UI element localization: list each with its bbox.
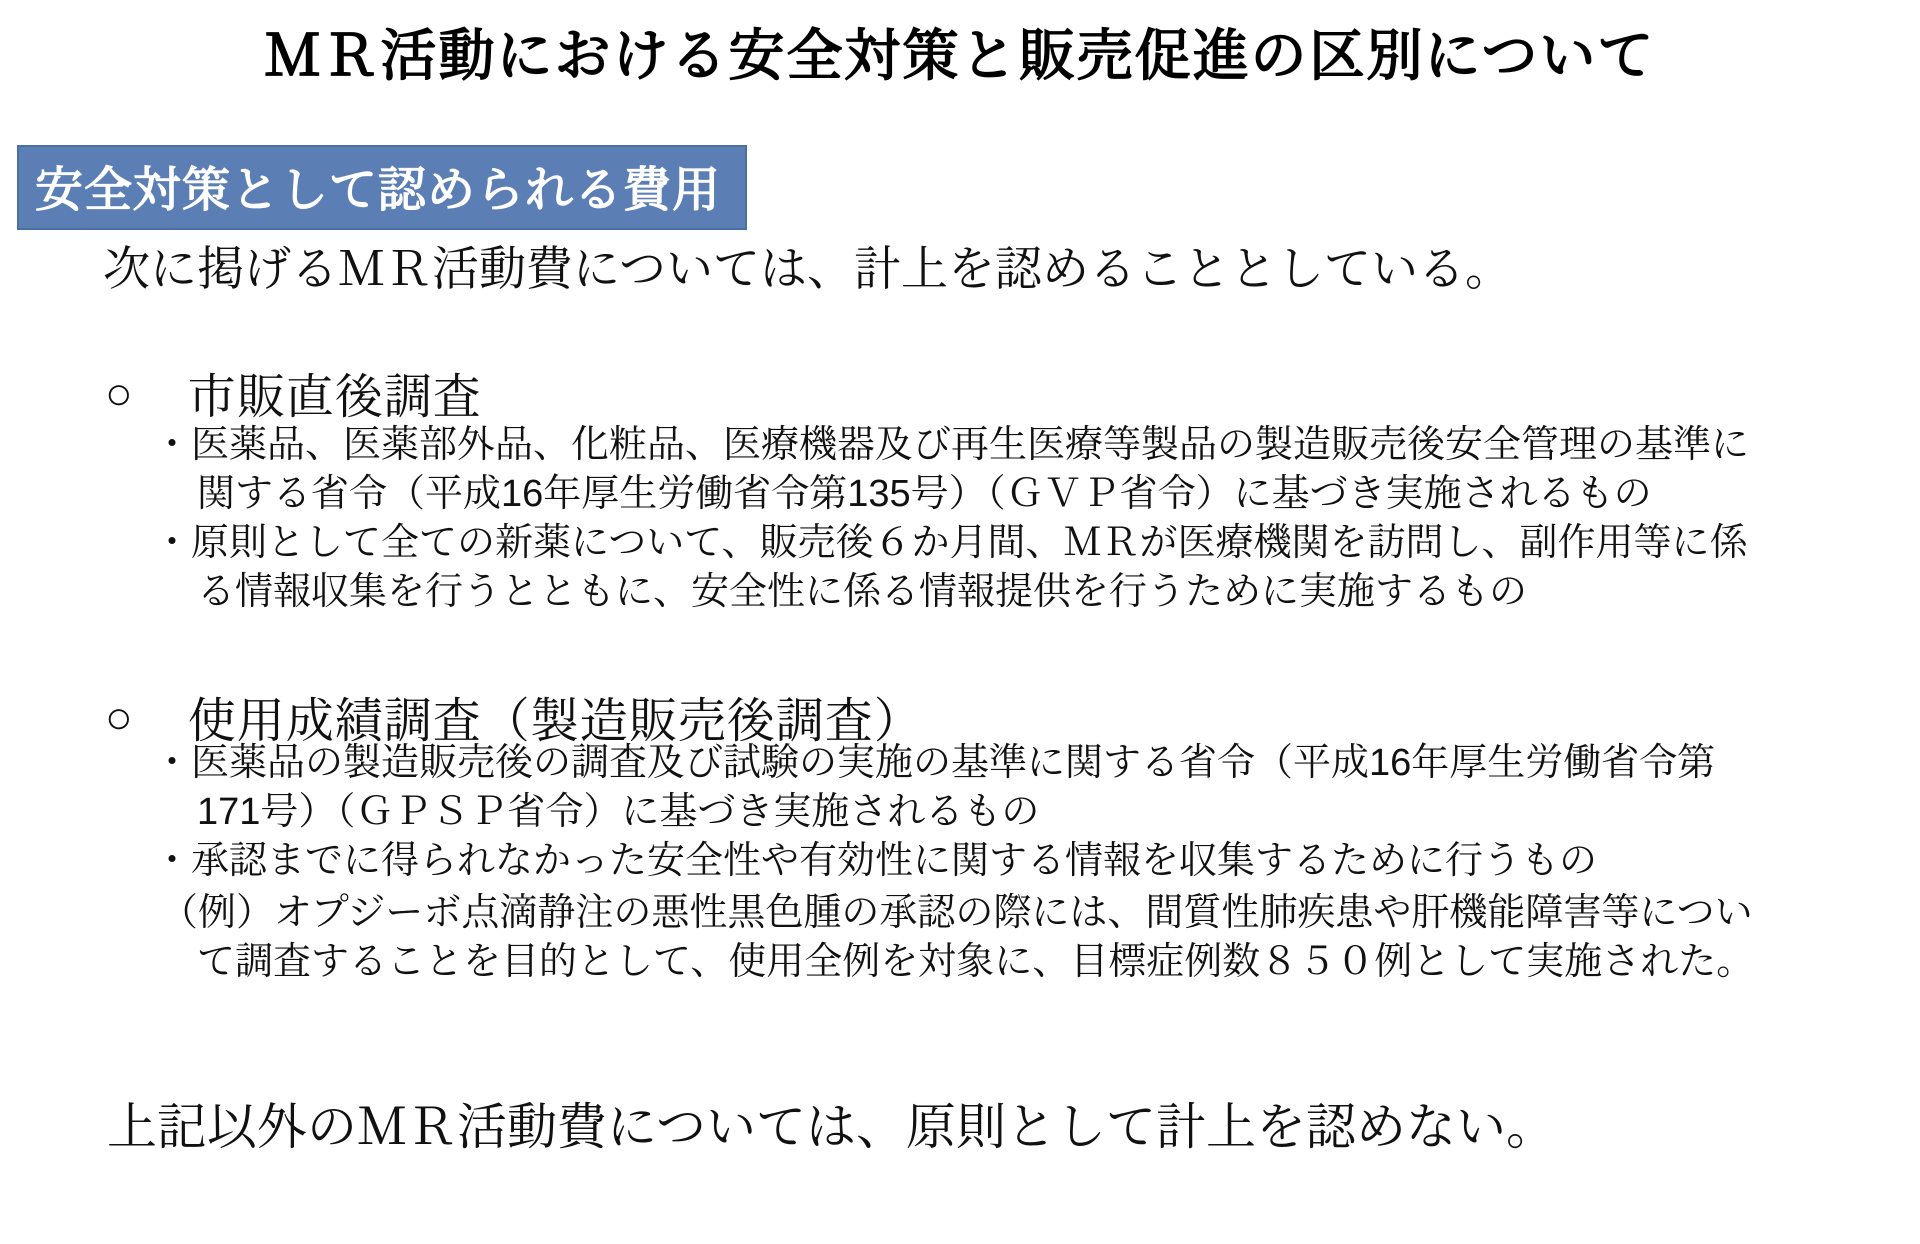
bullet-line: ・承認までに得られなかった安全性や有効性に関する情報を収集するために行うもの <box>153 840 1598 882</box>
example-note <box>160 889 1754 987</box>
section-label-text: 安全対策として認められる費用 <box>35 164 722 217</box>
section-heading-shihan-chokugo-chosa <box>105 358 482 427</box>
section-heading-text: 市販直後調査 <box>187 371 482 424</box>
circle-marker: ○ <box>105 366 134 419</box>
bullet-line: ・原則として全ての新薬について、販売後６か月間、ＭＲが医療機関を訪問し、副作用等に係 <box>153 522 1748 564</box>
section-heading-text: 使用成績調査（製造販売後調査） <box>187 695 923 748</box>
closing-statement: 上記以外のＭＲ活動費については、原則として計上を認めない。 <box>107 1099 1556 1155</box>
bullet-line: ・医薬品、医薬部外品、化粧品、医療機器及び再生医療等製品の製造販売後安全管理の基準に <box>153 424 1750 466</box>
circle-marker: ○ <box>105 690 134 743</box>
bullet-list-section-1 <box>153 421 1749 617</box>
bullet-line: ・医薬品の製造販売後の調査及び試験の実施の基準に関する省令（平成16年厚生労働省令第 <box>153 742 1716 784</box>
section-label-box <box>17 145 747 230</box>
bullet-list-section-2 <box>153 739 1715 886</box>
example-line-continuation: て調査することを目的として、使用全例を対象に、目標症例数８５０例として実施された。 <box>197 941 1755 983</box>
bullet-line-continuation: 関する省令（平成16年厚生労働省令第135号）（ＧＶＰ省令）に基づき実施されるもの <box>197 473 1652 515</box>
page-title: ＭＲ活動における安全対策と販売促進の区別について <box>264 24 1656 87</box>
bullet-line-continuation: る情報収集を行うとともに、安全性に係る情報提供を行うために実施するもの <box>197 571 1528 613</box>
intro-text: 次に掲げるＭＲ活動費については、計上を認めることとしている。 <box>103 242 1513 295</box>
example-line: （例）オプジーボ点滴静注の悪性黒色腫の承認の際には、間質性肺疾患や肝機能障害等につい <box>160 892 1753 934</box>
bullet-line-continuation: 171号）（ＧＰＳＰ省令）に基づき実施されるもの <box>197 791 1040 833</box>
